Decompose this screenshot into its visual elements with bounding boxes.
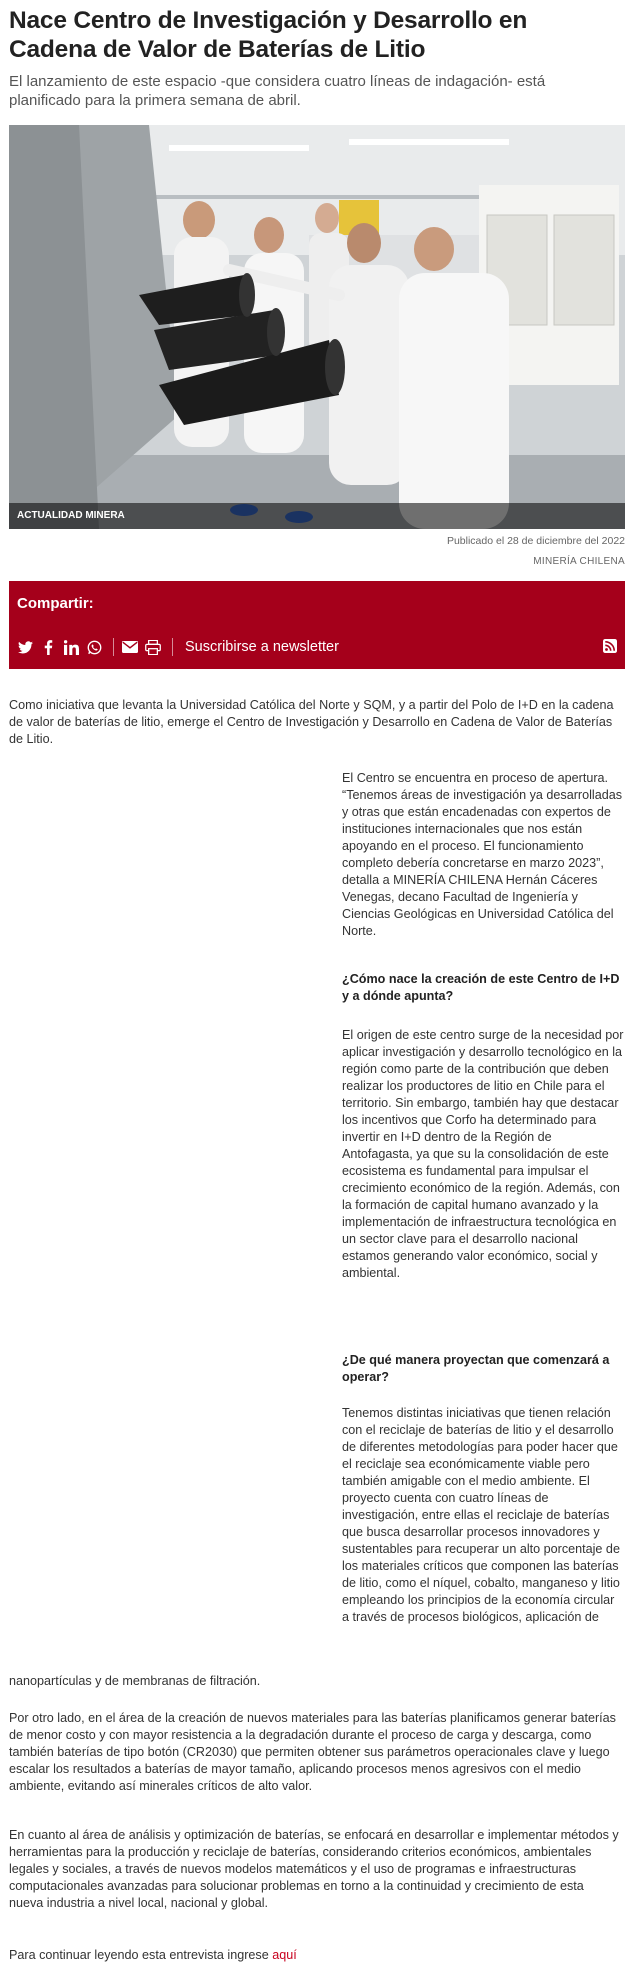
continue-reading <box>9 1947 621 1964</box>
continue-reading-text: Para continuar leyendo esta entrevista ingrese <box>9 1948 269 1962</box>
share-divider <box>172 638 173 656</box>
article-title: Nace Centro de Investigación y Desarrollo en Cadena de Valor de Baterías de Litio <box>9 7 528 63</box>
paragraph-materiales: Por otro lado, en el área de la creación de nuevos materiales para las baterías planificamos generar baterías de menor costo y con mayor resistencia a la degradación durante el proceso de carga y descarga, como también baterías de tipo botón (CR2030) que permiten obtener sus parámetros operacionales clave y luego escalar los resultados a baterías de mayor tamaño, aplicando procesos menos agresivos con el medio ambiente, evitando así minerales críticos de alto valor. <box>9 1711 616 1793</box>
continue-reading-link[interactable]: aquí <box>272 1948 297 1962</box>
facebook-icon[interactable] <box>40 639 56 655</box>
twitter-icon[interactable] <box>17 639 33 655</box>
paragraph-centro: El Centro se encuentra en proceso de apertura. “Tenemos áreas de investigación ya desarrolladas y otras que están encadenadas con expertos de instituciones internacionales que nos están apoyando en el proceso. El funcionamiento completo debería concretarse en marzo 2023”, detalla a MINERÍA CHILENA Hernán Cáceres Venegas, decano Facultad de Ingeniería y Ciencias Geológicas en Universidad Católica del Norte. <box>342 771 623 938</box>
email-icon[interactable] <box>122 639 138 655</box>
question-1: ¿Cómo nace la creación de este Centro de I+D y a dónde apunta? <box>342 972 620 1003</box>
whatsapp-icon[interactable] <box>86 639 102 655</box>
print-icon[interactable] <box>145 639 161 655</box>
question-2: ¿De qué manera proyectan que comenzará a operar? <box>342 1353 610 1384</box>
photo-credit: ACTUALIDAD MINERA <box>9 503 625 529</box>
share-divider <box>113 638 114 656</box>
answer-1: El origen de este centro surge de la necesidad por aplicar investigación y desarrollo tecnológico en la región como parte de la contribución que deben realizar los productores de litio en Chile para el territorio. Sin embargo, también hay que destacar los incentivos que Corfo ha determinado para invertir en I+D dentro de la Región de Antofagasta, ya que su la consolidación de este ecosistema es fundamental para impulsar el crecimiento económico de la región. Además, con la formación de capital humano avanzado y la implementación de infraestructura tecnológica en un sector clave para el desarrollo nacional estamos generando valor económico, social y ambiental. <box>342 1028 624 1280</box>
rss-icon[interactable] <box>603 639 617 658</box>
share-title: Compartir: <box>17 595 94 612</box>
paragraph-analisis: En cuanto al área de análisis y optimización de baterías, se enfocará en desarrollar e implementar métodos y herramientas para la producción y reciclaje de baterías, considerando criterios económicos, ambientales legales y sociales, a través de nuevos modelos matemáticos y el uso de programas e infraestructuras computacionales avanzadas para solucionar problemas en torno a la continuidad y crecimiento de esta nueva industria a nivel local, nacional y global. <box>9 1828 619 1910</box>
article-photo <box>9 125 625 529</box>
publish-date: Publicado el 28 de diciembre del 2022 <box>446 535 625 547</box>
answer-2: Tenemos distintas iniciativas que tienen relación con el reciclaje de baterías de litio y el desarrollo de diferentes metodologías para poder hacer que el reciclaje sea económicamente viable pero también amigable con el medio ambiente. El proyecto cuenta con cuatro líneas de investigación, entre ellas el reciclaje de baterías que busca desarrollar procesos innovadores y sustentables para recuperar un alto porcentaje de los materiales críticos que componen las baterías de litio, como el níquel, cobalto, manganeso y litio empleando los principios de la economía circular a través de procesos biológicos, aplicación de <box>342 1406 620 1624</box>
article-source: MINERÍA CHILENA <box>533 556 625 567</box>
intro-paragraph: Como iniciativa que levanta la Universidad Católica del Norte y SQM, y a partir del Polo de I+D en la cadena de valor de baterías de litio, emerge el Centro de Investigación y Desarrollo en Cadena de Valor de Baterías de Litio. <box>9 698 614 746</box>
answer-2-tail: nanopartículas y de membranas de filtración. <box>9 1674 261 1688</box>
newsletter-link[interactable]: Suscribirse a newsletter <box>185 639 339 655</box>
linkedin-icon[interactable] <box>63 639 79 655</box>
share-bar <box>9 581 625 669</box>
lab-photo-illustration <box>9 125 625 529</box>
share-actions <box>17 635 617 659</box>
article-subtitle: El lanzamiento de este espacio -que considera cuatro líneas de indagación- está planificado para la primera semana de abril. <box>9 73 546 109</box>
